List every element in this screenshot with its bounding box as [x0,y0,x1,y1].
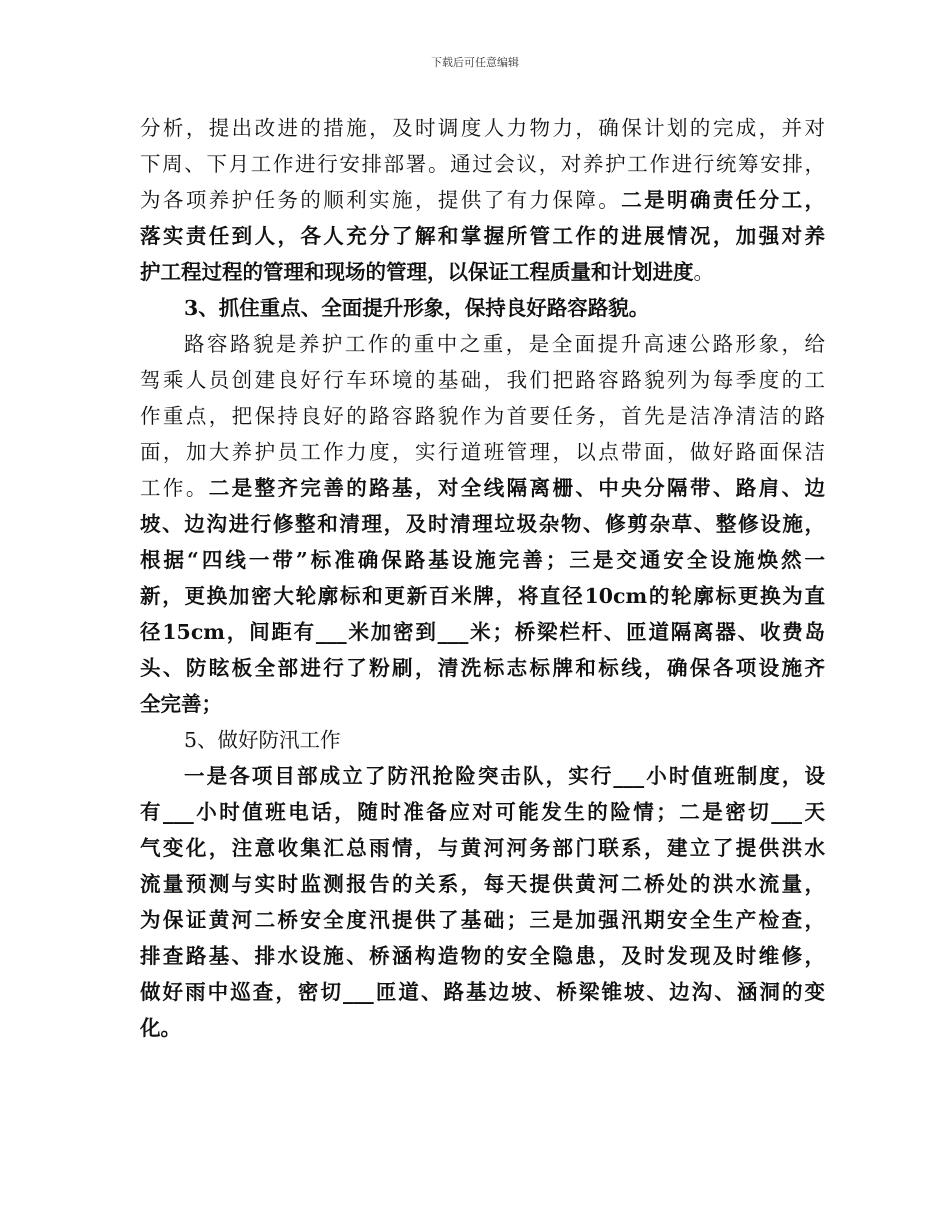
text-line [140,722,825,758]
text-line [140,254,825,290]
document-body [140,110,825,1046]
bold-text-segment: 有___小时值班电话，随时准备应对可能发生的险情；二是密切___天 [140,800,825,824]
text-segment: 工作。 [140,476,209,500]
text-line [140,182,825,218]
text-line [140,614,825,650]
text-line [140,794,825,830]
bold-text-segment: 气变化，注意收集汇总雨情，与黄河河务部门联系，建立了提供洪水 [140,836,825,860]
bold-text-segment: 头、防眩板全部进行了粉刷，清洗标志标牌和标线，确保各项设施齐 [140,656,825,680]
text-line [140,578,825,614]
bold-text-segment: 落实责任到人，各人充分了解和掌握所管工作的进展情况，加强对养 [140,224,825,248]
text-segment: 下周、下月工作进行安排部署。通过会议，对养护工作进行统筹安排， [140,152,825,176]
bold-text-segment: 一是各项目部成立了防汛抢险突击队，实行___小时值班制度，设 [184,764,825,788]
text-line [140,506,825,542]
text-line [140,902,825,938]
text-line [140,830,825,866]
text-segment: 作重点，把保持良好的路容路貌作为首要任务，首先是洁净清洁的路 [140,404,825,428]
text-line [140,326,825,362]
text-segment: 5、做好防汛工作 [184,728,341,752]
text-segment: 驾乘人员创建良好行车环境的基础，我们把路容路貌列为每季度的工 [140,368,825,392]
text-segment: 。 [693,260,714,284]
bold-text-segment: 坡、边沟进行修整和清理，及时清理垃圾杂物、修剪杂草、整修设施， [140,512,825,536]
bold-text-segment: 二是明确责任分工， [621,188,826,212]
bold-text-segment: 新，更换加密大轮廓标和更新百米牌，将直径10cm的轮廓标更换为直 [140,584,825,608]
bold-text-segment: 二是整齐完善的路基，对全线隔离栅、中央分隔带、路肩、边 [208,476,826,500]
text-line [140,1010,825,1046]
text-line [140,470,825,506]
text-line [140,686,825,722]
bold-text-segment: 根据“四线一带”标准确保路基设施完善；三是交通安全设施焕然一 [140,548,825,572]
bold-text-segment: 排查路基、排水设施、桥涵构造物的安全隐患，及时发现及时维修， [140,944,825,968]
bold-text-segment: 流量预测与实时监测报告的关系，每天提供黄河二桥处的洪水流量， [140,872,825,896]
text-segment: 分析，提出改进的措施，及时调度人力物力，确保计划的完成，并对 [140,116,825,140]
text-line [140,218,825,254]
text-segment: 路容路貌是养护工作的重中之重，是全面提升高速公路形象，给 [184,332,825,356]
text-line [140,110,825,146]
text-line [140,650,825,686]
bold-text-segment: 径15cm，间距有___米加密到___米；桥梁栏杆、匝道隔离器、收费岛 [140,620,825,644]
text-line [140,290,825,326]
bold-text-segment: 做好雨中巡查，密切___匝道、路基边坡、桥梁锥坡、边沟、涵洞的变 [140,980,825,1004]
text-line [140,542,825,578]
bold-text-segment: 为保证黄河二桥安全度汛提供了基础；三是加强汛期安全生产检查， [140,908,825,932]
text-line [140,938,825,974]
text-line [140,398,825,434]
page-header: 下载后可任意编辑 [431,56,519,69]
text-line [140,362,825,398]
bold-text-segment: 护工程过程的管理和现场的管理，以保证工程质量和计划进度 [140,260,694,284]
text-line [140,974,825,1010]
bold-text-segment: 化。 [140,1016,181,1040]
text-segment: 为各项养护任务的顺利实施，提供了有力保障。 [140,188,622,212]
text-segment: 面，加大养护员工作力度，实行道班管理，以点带面，做好路面保洁 [140,440,825,464]
text-line [140,866,825,902]
bold-text-segment: 全完善； [140,692,222,716]
bold-text-segment: 3、抓住重点、全面提升形象，保持良好路容路貌。 [184,296,650,320]
text-line [140,758,825,794]
text-line [140,146,825,182]
text-line [140,434,825,470]
